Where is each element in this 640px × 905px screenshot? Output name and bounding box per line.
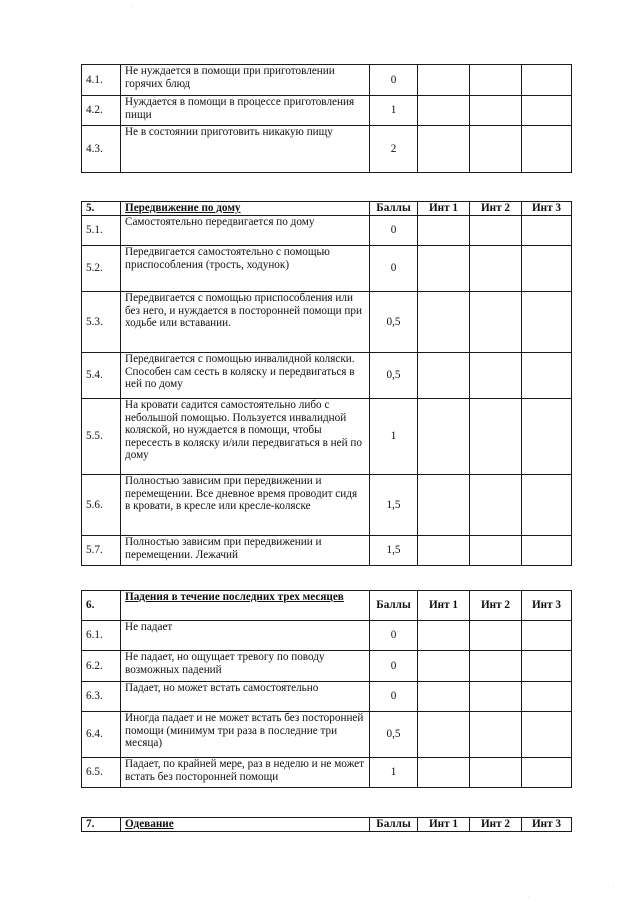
row-score: 2 — [370, 126, 418, 173]
row-score: 1,5 — [370, 536, 418, 566]
row-number: 5.2. — [82, 246, 121, 292]
table-row — [82, 651, 572, 682]
row-score: 1,5 — [370, 475, 418, 536]
int1-cell[interactable] — [418, 536, 470, 566]
int3-cell[interactable] — [522, 65, 572, 96]
int1-cell[interactable] — [418, 758, 470, 788]
table-row — [82, 621, 572, 651]
int2-cell[interactable] — [470, 651, 522, 682]
int2-cell[interactable] — [470, 96, 522, 126]
int3-cell[interactable] — [522, 399, 572, 475]
section-title: Одевание — [121, 818, 370, 832]
row-score: 0 — [370, 216, 418, 246]
table-row — [82, 758, 572, 788]
table-row — [82, 65, 572, 96]
section-5-table — [81, 201, 572, 566]
int3-cell[interactable] — [522, 712, 572, 758]
row-number: 5.3. — [82, 292, 121, 353]
section-title: Падения в течение последних трех месяцев — [121, 591, 370, 621]
row-score: 0,5 — [370, 712, 418, 758]
table-row — [82, 353, 572, 399]
int3-cell[interactable] — [522, 353, 572, 399]
section-title: Передвижение по дому — [121, 202, 370, 216]
row-description: Передвигается самостоятельно с помощью приспособления (трость, ходунок) — [121, 246, 370, 292]
int1-column-header: Инт 1 — [418, 591, 470, 621]
int1-cell[interactable] — [418, 216, 470, 246]
int1-cell[interactable] — [418, 126, 470, 173]
int2-column-header: Инт 2 — [470, 202, 522, 216]
int3-cell[interactable] — [522, 292, 572, 353]
row-number: 4.1. — [82, 65, 121, 96]
row-score: 0 — [370, 621, 418, 651]
row-number: 6.5. — [82, 758, 121, 788]
int3-column-header: Инт 3 — [522, 818, 572, 832]
int1-cell[interactable] — [418, 96, 470, 126]
row-description: Полностью зависим при передвижении и перемещении. Лежачий — [121, 536, 370, 566]
int2-cell[interactable] — [470, 246, 522, 292]
row-score: 0 — [370, 651, 418, 682]
row-number: 6.3. — [82, 682, 121, 712]
int1-cell[interactable] — [418, 621, 470, 651]
section-number: 6. — [82, 591, 121, 621]
int1-column-header: Инт 1 — [418, 818, 470, 832]
int2-column-header: Инт 2 — [470, 591, 522, 621]
section-header-row — [82, 818, 572, 832]
int3-cell[interactable] — [522, 621, 572, 651]
row-description: Передвигается с помощью инвалидной коляски. Способен сам сесть в коляску и передвигаться в ней по дому — [121, 353, 370, 399]
row-score: 1 — [370, 96, 418, 126]
int2-cell[interactable] — [470, 292, 522, 353]
int2-cell[interactable] — [470, 399, 522, 475]
row-number: 5.6. — [82, 475, 121, 536]
section-header-row — [82, 591, 572, 621]
section-header-row — [82, 202, 572, 216]
table-row — [82, 712, 572, 758]
row-description: Иногда падает и не может встать без посторонней помощи (минимум три раза в последние три месяца) — [121, 712, 370, 758]
row-score: 1 — [370, 758, 418, 788]
int1-cell[interactable] — [418, 399, 470, 475]
table-row — [82, 216, 572, 246]
row-number: 5.7. — [82, 536, 121, 566]
score-column-header: Баллы — [370, 818, 418, 832]
int1-cell[interactable] — [418, 292, 470, 353]
section-number: 7. — [82, 818, 121, 832]
row-number: 6.2. — [82, 651, 121, 682]
int1-cell[interactable] — [418, 475, 470, 536]
int3-cell[interactable] — [522, 758, 572, 788]
int2-cell[interactable] — [470, 216, 522, 246]
row-description: Падает, по крайней мере, раз в неделю и не может встать без посторонней помощи — [121, 758, 370, 788]
row-score: 0 — [370, 246, 418, 292]
int3-cell[interactable] — [522, 126, 572, 173]
table-row — [82, 246, 572, 292]
row-description: Не падает, но ощущает тревогу по поводу возможных падений — [121, 651, 370, 682]
int3-cell[interactable] — [522, 96, 572, 126]
row-number: 6.4. — [82, 712, 121, 758]
int1-cell[interactable] — [418, 651, 470, 682]
row-score: 0,5 — [370, 292, 418, 353]
scan-speck: · — [612, 882, 615, 891]
row-number: 4.2. — [82, 96, 121, 126]
table-row — [82, 399, 572, 475]
int1-cell[interactable] — [418, 682, 470, 712]
int3-cell[interactable] — [522, 475, 572, 536]
table-row — [82, 475, 572, 536]
section-6-table — [81, 590, 572, 788]
int2-cell[interactable] — [470, 126, 522, 173]
int2-cell[interactable] — [470, 758, 522, 788]
row-score: 1 — [370, 399, 418, 475]
int3-column-header: Инт 3 — [522, 202, 572, 216]
int3-cell[interactable] — [522, 536, 572, 566]
table-row — [82, 682, 572, 712]
row-description: Передвигается с помощью приспособления или без него, и нуждается в посторонней помощи при ходьбе или вставании. — [121, 292, 370, 353]
score-column-header: Баллы — [370, 202, 418, 216]
row-number: 4.3. — [82, 126, 121, 173]
int2-cell[interactable] — [470, 65, 522, 96]
int2-cell[interactable] — [470, 353, 522, 399]
row-score: 0,5 — [370, 353, 418, 399]
row-description: На кровати садится самостоятельно либо с небольшой помощью. Пользуется инвалидной коляской, но нуждается в помощи, чтобы пересесть в коляску и/или передвигаться в ней по дому — [121, 399, 370, 475]
int3-cell[interactable] — [522, 216, 572, 246]
int3-cell[interactable] — [522, 246, 572, 292]
int1-cell[interactable] — [418, 353, 470, 399]
int2-cell[interactable] — [470, 712, 522, 758]
row-number: 5.4. — [82, 353, 121, 399]
int1-cell[interactable] — [418, 712, 470, 758]
score-column-header: Баллы — [370, 591, 418, 621]
scan-speck: · — [130, 2, 133, 11]
int1-column-header: Инт 1 — [418, 202, 470, 216]
row-description: Не падает — [121, 621, 370, 651]
row-description: Нуждается в помощи в процессе приготовления пищи — [121, 96, 370, 126]
table-row — [82, 536, 572, 566]
section-4-table — [81, 64, 572, 173]
table-row — [82, 96, 572, 126]
int1-cell[interactable] — [418, 246, 470, 292]
table-row — [82, 292, 572, 353]
int2-cell[interactable] — [470, 621, 522, 651]
int2-column-header: Инт 2 — [470, 818, 522, 832]
row-description: Не в состоянии приготовить никакую пищу — [121, 126, 370, 173]
row-number: 5.5. — [82, 399, 121, 475]
row-score: 0 — [370, 682, 418, 712]
row-description: Самостоятельно передвигается по дому — [121, 216, 370, 246]
row-number: 6.1. — [82, 621, 121, 651]
row-score: 0 — [370, 65, 418, 96]
section-number: 5. — [82, 202, 121, 216]
row-description: Падает, но может встать самостоятельно — [121, 682, 370, 712]
int1-cell[interactable] — [418, 65, 470, 96]
section-7-table — [81, 817, 572, 832]
int2-cell[interactable] — [470, 536, 522, 566]
int3-cell[interactable] — [522, 651, 572, 682]
scan-speck: · — [527, 893, 530, 902]
int2-cell[interactable] — [470, 475, 522, 536]
int3-column-header: Инт 3 — [522, 591, 572, 621]
row-description: Не нуждается в помощи при приготовлении горячих блюд — [121, 65, 370, 96]
table-row — [82, 126, 572, 173]
row-number: 5.1. — [82, 216, 121, 246]
int2-cell[interactable] — [470, 682, 522, 712]
int3-cell[interactable] — [522, 682, 572, 712]
row-description: Полностью зависим при передвижении и перемещении. Все дневное время проводит сидя в кровати, в кресле или кресле-коляске — [121, 475, 370, 536]
